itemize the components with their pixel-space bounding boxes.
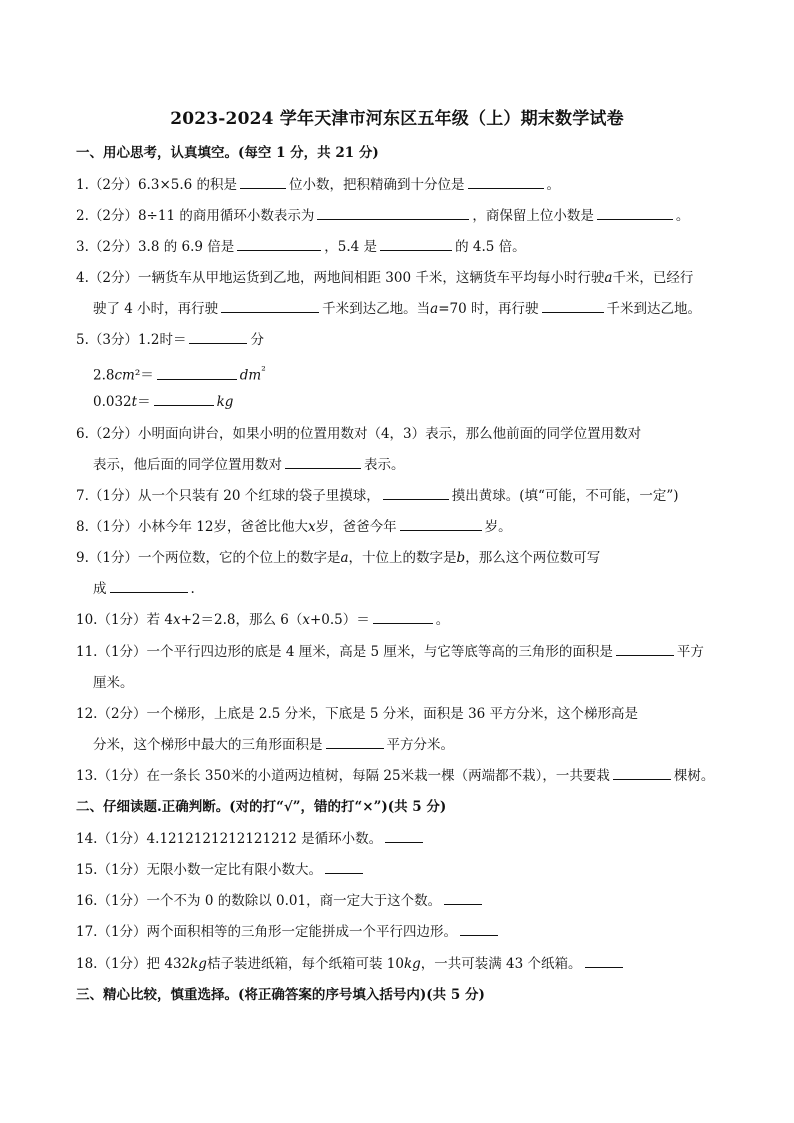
answer-blank[interactable]	[154, 393, 214, 406]
section-3-heading: 三、精心比较，慎重选择。(将正确答案的序号填入括号内)(共 5 分)	[76, 987, 485, 1003]
question-7: 7.（1分）从一个只装有 20 个红球的袋子里摸球， 摸出黄球。(填“可能，不可能，一定”)	[76, 488, 679, 504]
question-9-cont: 成 .	[93, 581, 195, 597]
answer-blank[interactable]	[317, 207, 469, 220]
answer-blank[interactable]	[613, 767, 671, 780]
answer-blank[interactable]	[585, 955, 623, 968]
section-2-heading: 二、仔细读题.正确判断。(对的打“√”，错的打“×”)(共 5 分)	[76, 799, 447, 815]
answer-blank[interactable]	[400, 518, 482, 531]
question-1: 1.（2分）6.3×5.6 的积是 位小数，把积精确到十分位是 。	[76, 177, 561, 193]
question-3: 3.（2分）3.8 的 6.9 倍是 ，5.4 是 的 4.5 倍。	[76, 239, 526, 255]
answer-blank[interactable]	[189, 331, 247, 344]
answer-blank[interactable]	[444, 892, 482, 905]
answer-blank[interactable]	[221, 300, 319, 313]
answer-blank[interactable]	[326, 736, 384, 749]
question-6: 6.（2分）小明面向讲台，如果小明的位置用数对（4，3）表示，那么他前面的同学位置用数对	[76, 426, 642, 442]
question-16: 16.（1分）一个不为 0 的数除以 0.01，商一定大于这个数。	[76, 892, 485, 910]
answer-blank[interactable]	[285, 456, 361, 469]
section-1-heading: 一、用心思考，认真填空。(每空 1 分，共 21 分)	[76, 145, 379, 161]
question-13: 13.（1分）在一条长 350米的小道两边植树，每隔 25米栽一棵（两端都不栽），一共要栽 棵树。	[76, 768, 715, 784]
question-15: 15.（1分）无限小数一定比有限小数大。	[76, 861, 366, 879]
answer-blank[interactable]	[542, 300, 604, 313]
question-4-cont: 驶了 4 小时，再行驶 千米到达乙地。当a=70 时，再行驶 千米到达乙地。	[93, 301, 702, 317]
question-6-cont: 表示，他后面的同学位置用数对 表示。	[93, 457, 405, 473]
page-title: 2023-2024 学年天津市河东区五年级（上）期末数学试卷	[170, 109, 624, 129]
question-4: 4.（2分）一辆货车从甲地运货到乙地，两地间相距 300 千米，这辆货车平均每小时行驶a千米，已经行	[76, 270, 694, 286]
answer-blank[interactable]	[383, 487, 449, 500]
answer-blank[interactable]	[468, 176, 544, 189]
question-12: 12.（2分）一个梯形，上底是 2.5 分米，下底是 5 分米，面积是 36 平方分米，这个梯形高是	[76, 706, 639, 722]
question-11-cont: 厘米。	[93, 675, 134, 691]
answer-blank[interactable]	[616, 643, 674, 656]
answer-blank[interactable]	[237, 238, 321, 251]
question-8: 8.（1分）小林今年 12岁，爸爸比他大x岁，爸爸今年 岁。	[76, 519, 512, 535]
answer-blank[interactable]	[460, 923, 498, 936]
answer-blank[interactable]	[373, 611, 433, 624]
question-12-cont: 分米，这个梯形中最大的三角形面积是 平方分米。	[93, 737, 454, 753]
question-2: 2.（2分）8÷11 的商用循环小数表示为 ，商保留上位小数是 。	[76, 208, 690, 224]
question-17: 17.（1分）两个面积相等的三角形一定能拼成一个平行四边形。	[76, 923, 501, 941]
question-9: 9.（1分）一个两位数，它的个位上的数字是a，十位上的数字是b，那么这个两位数可写	[76, 550, 601, 566]
question-5-part3: 0.032t＝ kg	[93, 394, 234, 410]
answer-blank[interactable]	[325, 861, 363, 874]
question-11: 11.（1分）一个平行四边形的底是 4 厘米，高是 5 厘米，与它等底等高的三角形的面积是 平方	[76, 644, 704, 660]
question-5: 5.（3分）1.2时＝ 分	[76, 332, 264, 348]
answer-blank[interactable]	[157, 367, 237, 380]
question-18: 18.（1分）把 432kg桔子装进纸箱，每个纸箱可装 10kg，一共可装满 43 个纸箱。	[76, 955, 626, 973]
question-5-part2: $2.8cm^2= dm^{^2}$	[93, 364, 266, 384]
answer-blank[interactable]	[240, 176, 286, 189]
answer-blank[interactable]	[380, 238, 452, 251]
answer-blank[interactable]	[385, 830, 423, 843]
answer-blank[interactable]	[597, 207, 673, 220]
answer-blank[interactable]	[110, 580, 188, 593]
question-14: 14.（1分）4.1212121212121212 是循环小数。	[76, 830, 426, 848]
question-10: 10.（1分）若 4x+2＝2.8，那么 6（x+0.5）＝ 。	[76, 612, 450, 628]
